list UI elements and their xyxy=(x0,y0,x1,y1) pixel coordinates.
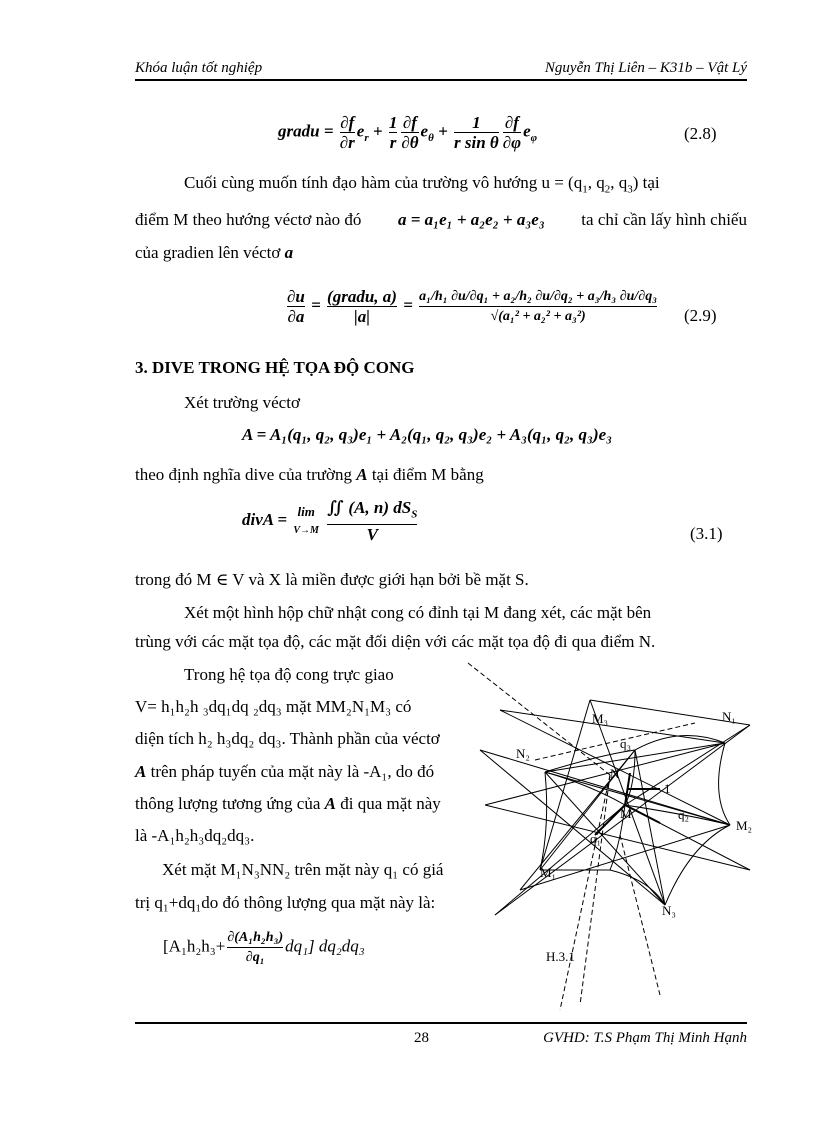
body-line5: V= h₁h₂h ₃dq₁dq ₂dq₃ mặt MM₂N₁M₃ có xyxy=(135,697,412,716)
header-rule xyxy=(135,79,747,81)
figure-caption: H.3.1 xyxy=(546,949,575,964)
body-line3: trùng với các mặt tọa độ, các mặt đối diện với các mặt tọa độ đi qua điểm N. xyxy=(135,632,656,651)
label-N: N xyxy=(610,766,620,781)
definition-line: theo định nghĩa dive của trường A tại điểm M bằng xyxy=(135,465,484,484)
label-M3: M₃ xyxy=(592,711,609,726)
equation-2-9: $\frac{\partial u}{\partial a}$ = $\frac{\text{(gradu, a)}}{|a|}$ = $\frac{\text{a₁/h₁ ∂u/∂q₁ + a₂/h₂ ∂u/∂q₂ + a₃/h₃ ∂u/∂q₃}}{\text{√(a₁² + a₂² + a₃²)}}$ xyxy=(287,287,658,326)
para1-line1: Cuối cùng muốn tính đạo hàm của trường vô hướng $u = (q_1$, $q_2$, $q_3$) tại xyxy=(184,173,660,196)
label-q2: q₂ xyxy=(678,807,690,822)
equation-number-3-1: (3.1) xyxy=(690,524,723,543)
para1-line3: của gradien lên véctơ a xyxy=(135,243,294,262)
section-intro: Xét trường véctơ xyxy=(184,393,300,412)
section-title: 3. DIVE TRONG HỆ TỌA ĐỘ CONG xyxy=(135,358,415,377)
label-q1: q₁ xyxy=(590,831,602,846)
header-right: Nguyễn Thị Liên – K31b – Vật Lý xyxy=(544,60,747,76)
label-M1: M₁ xyxy=(540,865,557,880)
body-line1: trong đó M ∈ V và X là miền được giới hạn bởi bề mặt S. xyxy=(135,570,529,589)
footer-right: GVHD: T.S Phạm Thị Minh Hạnh xyxy=(543,1030,747,1046)
body-line7: A trên pháp tuyến của mặt này là -A₁, do đó xyxy=(135,762,435,781)
label-M: M xyxy=(620,806,632,821)
field-equation: A = A₁(q₁, q₂, q₃)e₁ + A₂(q₁, q₂, q₃)e₂ + A₃(q₁, q₂, q₃)e₃ xyxy=(242,425,613,444)
body-line9: là -A₁h₂h₃dq₂dq₃. xyxy=(135,826,255,845)
equation-number-2-8: (2.8) xyxy=(684,124,717,143)
body-line6: diện tích h₂ h₃dq₂ dq₃. Thành phần của véctơ xyxy=(135,729,440,748)
footer-rule xyxy=(135,1022,747,1024)
label-N3: N₃ xyxy=(662,903,676,918)
body-line4: Trong hệ tọa độ cong trực giao xyxy=(184,665,394,684)
body-line2: Xét một hình hộp chữ nhật cong có đỉnh tại M đang xét, các mặt bên xyxy=(184,603,652,622)
equation-number-2-9: (2.9) xyxy=(684,306,717,325)
label-N2: N₂ xyxy=(516,746,530,761)
label-N1: N₁ xyxy=(722,709,736,724)
body-line10: Xét mặt M₁N₃NN₂ trên mặt này q₁ có giá xyxy=(162,860,444,879)
label-M2: M₂ xyxy=(736,818,753,833)
header-left: Khóa luận tốt nghiệp xyxy=(135,60,263,76)
para1-line2: điểm M theo hướng véctơ nào đó a = a₁e₁ + a₂e₂ + a₃e₃ ta chỉ cần lấy hình chiếu xyxy=(135,210,747,229)
page-number: 28 xyxy=(414,1030,429,1046)
label-q3: q₃ xyxy=(620,736,632,751)
flux-equation: [A₁h₂h₃+ $\frac{\text{∂(A₁h₂h₃)}}{\text{∂q₁}}$ dq₁] dq₂dq₃ xyxy=(163,930,365,965)
equation-3-1: divA = lim V→M $\frac{∬ (A, n) dS_S}{V}$ xyxy=(242,498,418,545)
body-line8: thông lượng tương ứng của A đi qua mặt này xyxy=(135,794,441,813)
equation-2-8: gradu = $\frac{\partial f}{\partial r}$ $e_r$ + $\frac{1}{r}$ $\frac{\partial f}{\partial\theta}$ $e_\theta$ + $\frac{1}{\text{r sin θ}}$ $\frac{\partial f}{\partial\varphi}$ $e_\varphi$ xyxy=(278,113,538,152)
curvilinear-box-figure xyxy=(460,655,760,1015)
body-line11: trị q₁+dq₁do đó thông lượng qua mặt này là: xyxy=(135,893,436,912)
label-one: 1 xyxy=(664,781,671,796)
